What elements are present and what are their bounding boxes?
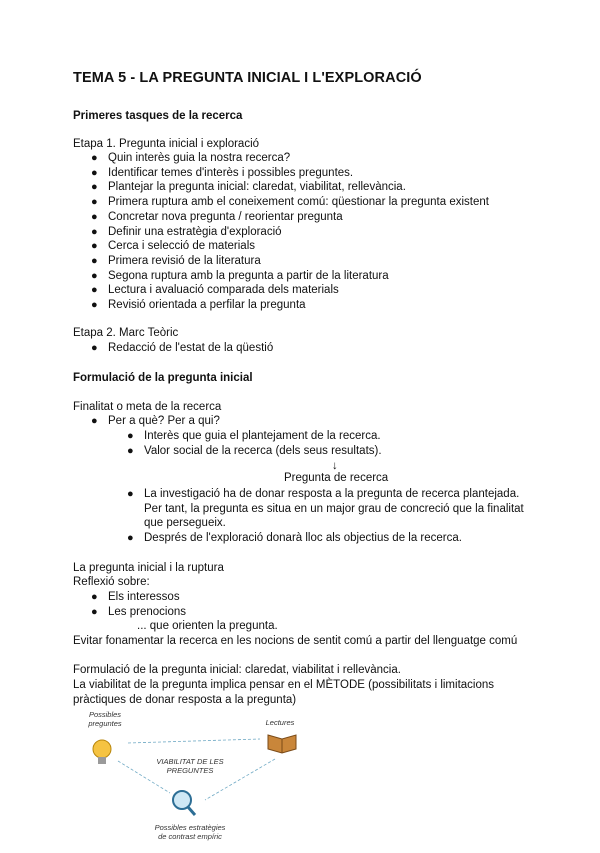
goal-list [91,414,220,429]
list-item: ● Les prenocions [91,605,186,618]
list-item: ● Primera revisió de la literatura [91,254,261,267]
list-item: ● Lectura i avaluació comparada dels materials [91,284,339,297]
list-item: ● Per a què? Per a qui? [91,415,220,427]
avoid-text: Evitar fonamentar la recerca en les nocions de sentit comú a partir del llenguatge comú [73,635,518,647]
list-item: ● Els interessos [91,591,180,603]
goal-sublist [127,429,382,458]
stage2-list [91,341,274,356]
label-viability: VIABILITAT DE LES PREGUNTES [156,757,224,775]
label-questions: Possibles preguntes [88,710,122,728]
lightbulb-icon [93,740,111,764]
list-item: ● Cerca i selecció de materials [91,240,256,253]
stage1-label: Etapa 1. Pregunta inicial i exploració [73,138,260,150]
reflect-label: Reflexió sobre: [73,576,150,588]
page-title: TEMA 5 - LA PREGUNTA INICIAL I L'EXPLORACIÓ [73,70,422,86]
list-item: ● Redacció de l'estat de la qüestió [91,342,274,354]
down-arrow-icon: ↓ [332,460,338,472]
formulation-text: Formulació de la pregunta inicial: claredat, viabilitat i rellevància. [73,664,401,676]
list-item: ● Valor social de la recerca (dels seus resultats). [127,444,382,457]
list-item: ● Definir una estratègia d'exploració [91,225,282,238]
label-strategies: Possibles estratègies de contrast empíric [154,823,226,841]
goal-label: Finalitat o meta de la recerca [73,401,222,413]
list-item: ● Segona ruptura amb la pregunta a partir de la literatura [91,269,389,282]
list-item: ● Identificar temes d'interès i possibles preguntes. [91,166,354,179]
list-item: ● Interès que guia el plantejament de la recerca. [127,430,381,442]
stage2-label: Etapa 2. Marc Teòric [73,327,179,339]
list-item: ● Concretar nova pregunta / reorientar pregunta [91,210,343,223]
list-item: ● Primera ruptura amb el coneixement comú: qüestionar la pregunta existent [91,196,489,209]
book-icon [268,735,296,753]
list-item: ● La investigació ha de donar resposta a la pregunta de recerca plantejada. Per tant, la pregunta es situa en un major grau de concreció que la finalitat que persegueix. [127,488,524,530]
reflect-tail: ... que orienten la pregunta. [137,620,278,632]
magnifier-icon [173,791,195,815]
goal-sublist-2 [127,487,534,546]
label-readings: Lectures [265,718,295,727]
connector-questions-readings [128,739,260,743]
viability-text: La viabilitat de la pregunta implica pensar en el MÈTODE (possibilitats i limitacions pràctiques de donar resposta a la pregunta) [73,679,495,706]
section-heading-tasks: Primeres tasques de la recerca [73,110,243,122]
list-item: ● Després de l'exploració donarà lloc als objectius de la recerca. [127,532,462,545]
list-item: ● Quin interès guia la nostra recerca? [91,152,291,164]
viability-diagram [60,705,320,848]
section-heading-formulation: Formulació de la pregunta inicial [73,372,253,384]
list-item: ● Plantejar la pregunta inicial: claredat, viabilitat, rellevància. [91,181,406,194]
rupture-title: La pregunta inicial i la ruptura [73,562,224,574]
research-question-label: Pregunta de recerca [284,472,389,484]
stage1-list [91,151,489,313]
reflect-list [91,590,186,619]
list-item: ● Revisió orientada a perfilar la pregunta [91,299,306,312]
